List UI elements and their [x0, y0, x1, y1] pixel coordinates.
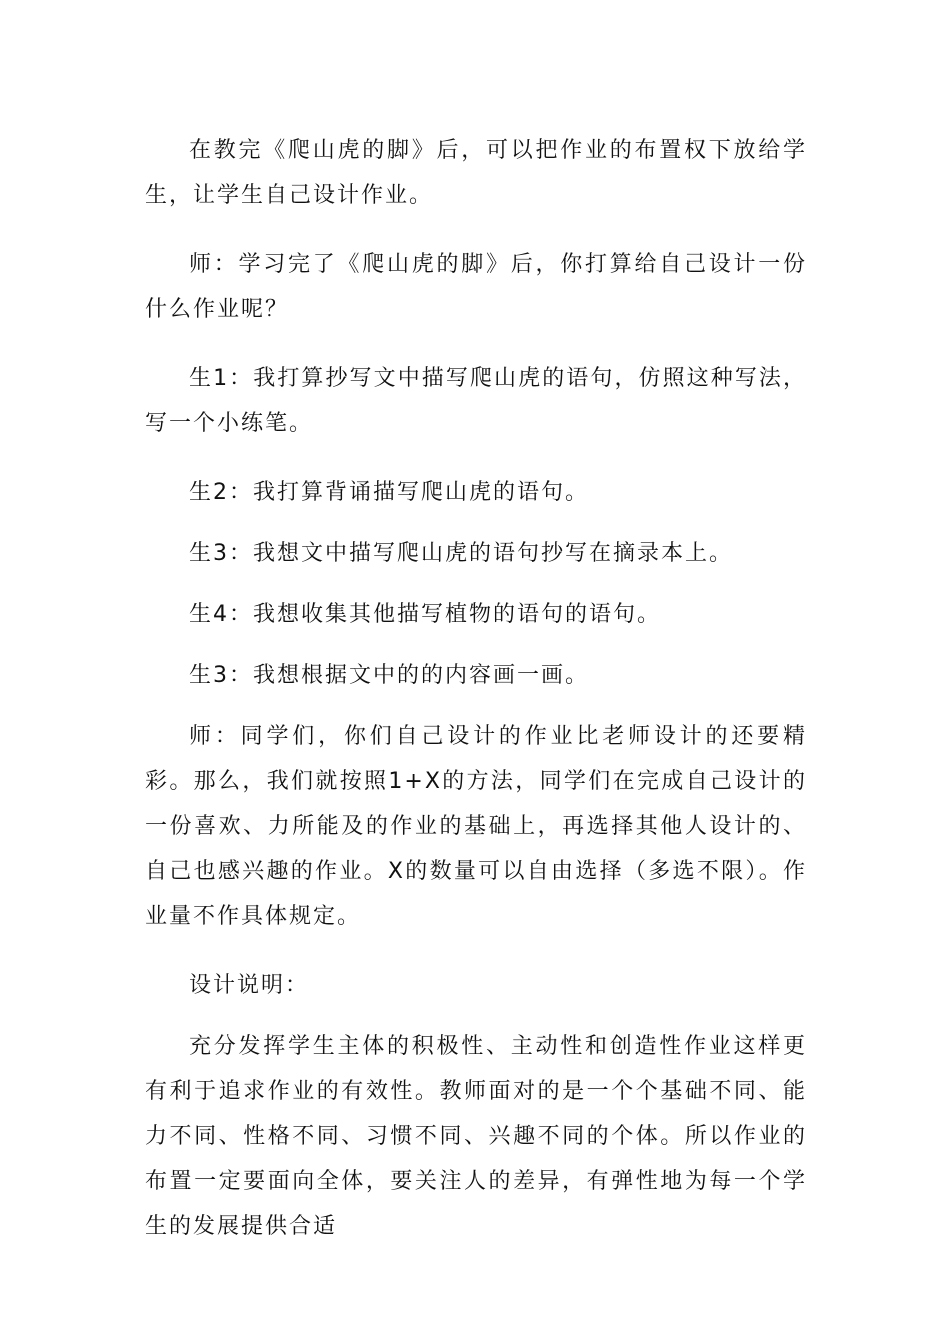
paragraph-intro: 在教完《爬山虎的脚》后，可以把作业的布置权下放给学生，让学生自己设计作业。 — [145, 138, 807, 208]
paragraph-teacher-question: 师：学习完了《爬山虎的脚》后，你打算给自己设计一份什么作业呢？ — [145, 252, 807, 322]
paragraph-teacher-response: 师：同学们，你们自己设计的作业比老师设计的还要精彩。那么，我们就按照1+X的方法，同学们在完成自己设计的一份喜欢、力所能及的作业的基础上，再选择其他人设计的、自己也感兴趣的作业。X的数量可以自由选择（多选不限）。作业量不作具体规定。 — [145, 724, 807, 929]
paragraph-student-2: 生2：我打算背诵描写爬山虎的语句。 — [189, 480, 589, 505]
paragraph-student-4: 生4：我想收集其他描写植物的语句的语句。 — [189, 602, 661, 627]
paragraph-student-3-second: 生3：我想根据文中的的内容画一画。 — [189, 663, 589, 688]
paragraph-student-3: 生3：我想文中描写爬山虎的语句抄写在摘录本上。 — [189, 541, 733, 566]
paragraph-student-1: 生1：我打算抄写文中描写爬山虎的语句，仿照这种写法，写一个小练笔。 — [145, 366, 807, 436]
document-body — [145, 128, 807, 1273]
paragraph-design-heading: 设计说明： — [189, 973, 310, 998]
paragraph-design-explanation: 充分发挥学生主体的积极性、主动性和创造性作业这样更有利于追求作业的有效性。教师面对的是一个个基础不同、能力不同、性格不同、习惯不同、兴趣不同的个体。所以作业的布置一定要面向全体，要关注人的差异，有弹性地为每一个学生的发展提供合适 — [145, 1034, 807, 1239]
